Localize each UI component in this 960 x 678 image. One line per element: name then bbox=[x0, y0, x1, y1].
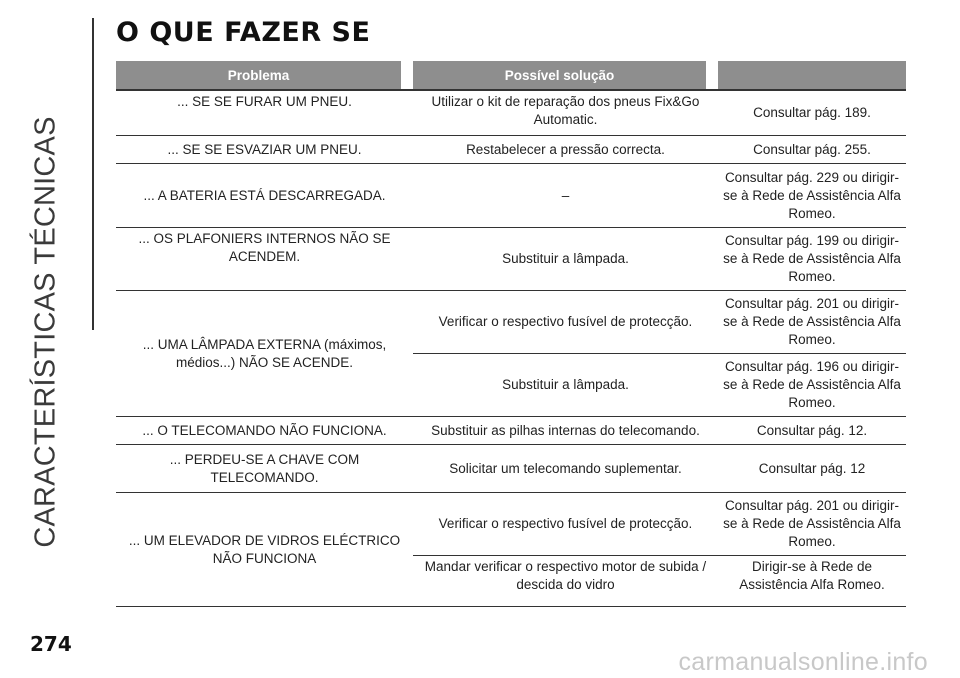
reference-cell: Consultar pág. 229 ou dirigir-se à Rede de Assistência Alfa Romeo. bbox=[723, 169, 901, 221]
table-row bbox=[116, 164, 906, 228]
table-row bbox=[116, 493, 906, 607]
table-row bbox=[116, 445, 906, 493]
table-row bbox=[116, 136, 906, 164]
solution-cell: Verificar o respectivo fusível de protecção. bbox=[438, 314, 693, 329]
table-header bbox=[116, 61, 906, 91]
side-divider bbox=[92, 18, 94, 330]
problem-cell: ... A BATERIA ESTÁ DESCARREGADA. bbox=[143, 187, 386, 203]
solution-subrow bbox=[413, 353, 906, 416]
watermark: carmanualsonline.info bbox=[678, 648, 928, 676]
solution-cell: Restabelecer a pressão correcta. bbox=[466, 141, 665, 157]
reference-cell: Consultar pág. 196 ou dirigir-se à Rede de Assistência Alfa Romeo. bbox=[723, 359, 901, 410]
solution-cell: Substituir a lâmpada. bbox=[502, 377, 629, 392]
problem-cell: ... SE SE ESVAZIAR UM PNEU. bbox=[167, 141, 362, 157]
reference-cell: Consultar pág. 12 bbox=[758, 460, 866, 476]
reference-cell: Consultar pág. 189. bbox=[753, 105, 871, 120]
header-solution: Possível solução bbox=[413, 61, 706, 89]
reference-cell: Consultar pág. 201 ou dirigir-se à Rede de Assistência Alfa Romeo. bbox=[723, 498, 901, 549]
table-row bbox=[116, 417, 906, 445]
reference-cell: Consultar pág. 255. bbox=[753, 141, 871, 157]
header-reference bbox=[718, 61, 906, 89]
problem-cell: ... OS PLAFONIERS INTERNOS NÃO SE ACENDEM. bbox=[138, 231, 391, 264]
solution-cell: Mandar verificar o respectivo motor de subida / descida do vidro bbox=[424, 559, 707, 592]
reference-cell: Consultar pág. 199 ou dirigir-se à Rede de Assistência Alfa Romeo. bbox=[723, 233, 901, 284]
solution-cell: Substituir a lâmpada. bbox=[502, 251, 629, 266]
solution-subrow bbox=[413, 291, 906, 353]
reference-cell: Consultar pág. 201 ou dirigir-se à Rede de Assistência Alfa Romeo. bbox=[723, 296, 901, 347]
solution-cell: Verificar o respectivo fusível de protecção. bbox=[438, 516, 693, 531]
section-side-title-text: CARACTERÍSTICAS TÉCNICAS bbox=[29, 116, 62, 548]
solution-subrow bbox=[413, 555, 906, 606]
page-number: 274 bbox=[30, 632, 72, 656]
solution-cell: Substituir as pilhas internas do telecomando. bbox=[431, 422, 700, 438]
problem-cell: ... PERDEU-SE A CHAVE COM TELECOMANDO. bbox=[169, 451, 360, 485]
solution-subrow bbox=[413, 493, 906, 555]
solution-cell: Utilizar o kit de reparação dos pneus Fix&Go Automatic. bbox=[431, 94, 700, 127]
problem-cell: ... O TELECOMANDO NÃO FUNCIONA. bbox=[142, 422, 387, 438]
reference-cell: Consultar pág. 12. bbox=[756, 422, 868, 438]
page-title: O QUE FAZER SE bbox=[116, 17, 371, 48]
problem-cell: ... SE SE FURAR UM PNEU. bbox=[177, 94, 352, 109]
solution-cell: – bbox=[561, 187, 570, 203]
solution-cell: Solicitar um telecomando suplementar. bbox=[449, 460, 682, 476]
table-row bbox=[116, 291, 906, 417]
header-problem: Problema bbox=[116, 61, 401, 89]
troubleshooting-table bbox=[116, 61, 906, 607]
problem-cell: ... UM ELEVADOR DE VIDROS ELÉCTRICO NÃO FUNCIONA bbox=[128, 532, 401, 566]
table-row bbox=[116, 91, 906, 136]
reference-cell: Dirigir-se à Rede de Assistência Alfa Romeo. bbox=[739, 559, 885, 592]
table-row bbox=[116, 228, 906, 291]
problem-cell: ... UMA LÂMPADA EXTERNA (máximos, médios...) NÃO SE ACENDE. bbox=[142, 336, 387, 370]
